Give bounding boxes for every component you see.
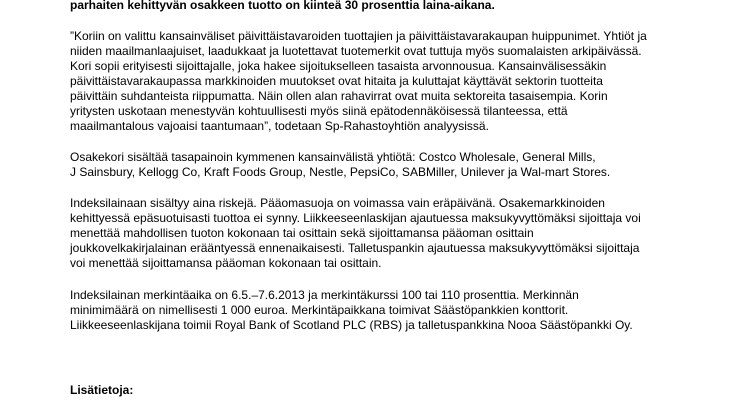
quote-line: ”Koriin on valittu kansainväliset päivittäistavaroiden tuottajien ja päivittäistavarakaupan huippunimet. Yhtiöt ja <box>70 29 647 43</box>
quote-line: päivittäistavarakaupassa markkinoiden muutokset ovat hitaita ja kuluttajat käyttävät sektorin tuotteita <box>70 74 603 88</box>
lead-paragraph-tail: parhaiten kehittyvän osakkeen tuotto on kiinteä 30 prosenttia laina-aikana. <box>70 0 495 12</box>
subscription-line: Indeksilainan merkintäaika on 6.5.–7.6.2013 ja merkintäkurssi 100 tai 110 prosenttia. Merkinnän <box>70 288 579 302</box>
risk-line: menettää mahdollisen tuoton kokonaan tai osittain sekä sijoittamansa pääoman osittain <box>70 226 534 240</box>
quote-line: maailmantalous vajoaisi taantumaan”, todetaan Sp-Rahastoyhtiön analyysissä. <box>70 119 489 133</box>
quote-line: yritysten uskotaan menestyvän kohtuullisesti myös siinä epätodennäköisessä tilanteessa, että <box>70 104 568 118</box>
quote-line: Kori sopii erityisesti sijoittajalle, joka hakee sijoitukselleen tasaista arvonnousua. Kansainvälisessäkin <box>70 59 607 73</box>
quote-line: niiden maailmanlaajuiset, laadukkaat ja luotettavat tuotemerkit ovat tuttuja myös suomalaisten arkipäivässä. <box>70 44 642 58</box>
more-info-heading: Lisätietoja: <box>70 383 134 397</box>
basket-line: Osakekori sisältää tasapainoin kymmenen kansainvälistä yhtiötä: Costco Wholesale, General Mills, <box>70 150 596 164</box>
risk-line: joukkovelkakirjalainan erääntyessä ennenaikaisesti. Talletuspankin ajautuessa maksukyvyttömäksi sijoittaja <box>70 241 640 255</box>
subscription-line: minimimäärä on nimellisesti 1 000 euroa. Merkintäpaikkana toimivat Säästöpankkien konttorit. <box>70 303 569 317</box>
risk-line: kehittyessä epäsuotuisasti tuottoa ei synny. Liikkeeseenlaskijan ajautuessa maksukyvyttömäksi sijoittaja voi <box>70 211 641 225</box>
quote-line: päivittäin suhdanteista riippumatta. Näin ollen alan rahavirrat ovat muita sektoreita tasaisempia. Korin <box>70 89 608 103</box>
basket-line: J Sainsbury, Kellogg Co, Kraft Foods Group, Nestle, PepsiCo, SABMiller, Unilever ja Wal-mart Stores. <box>70 165 611 179</box>
risk-line: Indeksilainaan sisältyy aina riskejä. Pääomasuoja on voimassa vain eräpäivänä. Osakemarkkinoiden <box>70 196 605 210</box>
risk-line: voi menettää sijoittamansa pääoman kokonaan tai osittain. <box>70 256 382 270</box>
subscription-line: Liikkeeseenlaskijana toimii Royal Bank of Scotland PLC (RBS) ja talletuspankkina Nooa Säästöpankki Oy. <box>70 318 633 332</box>
